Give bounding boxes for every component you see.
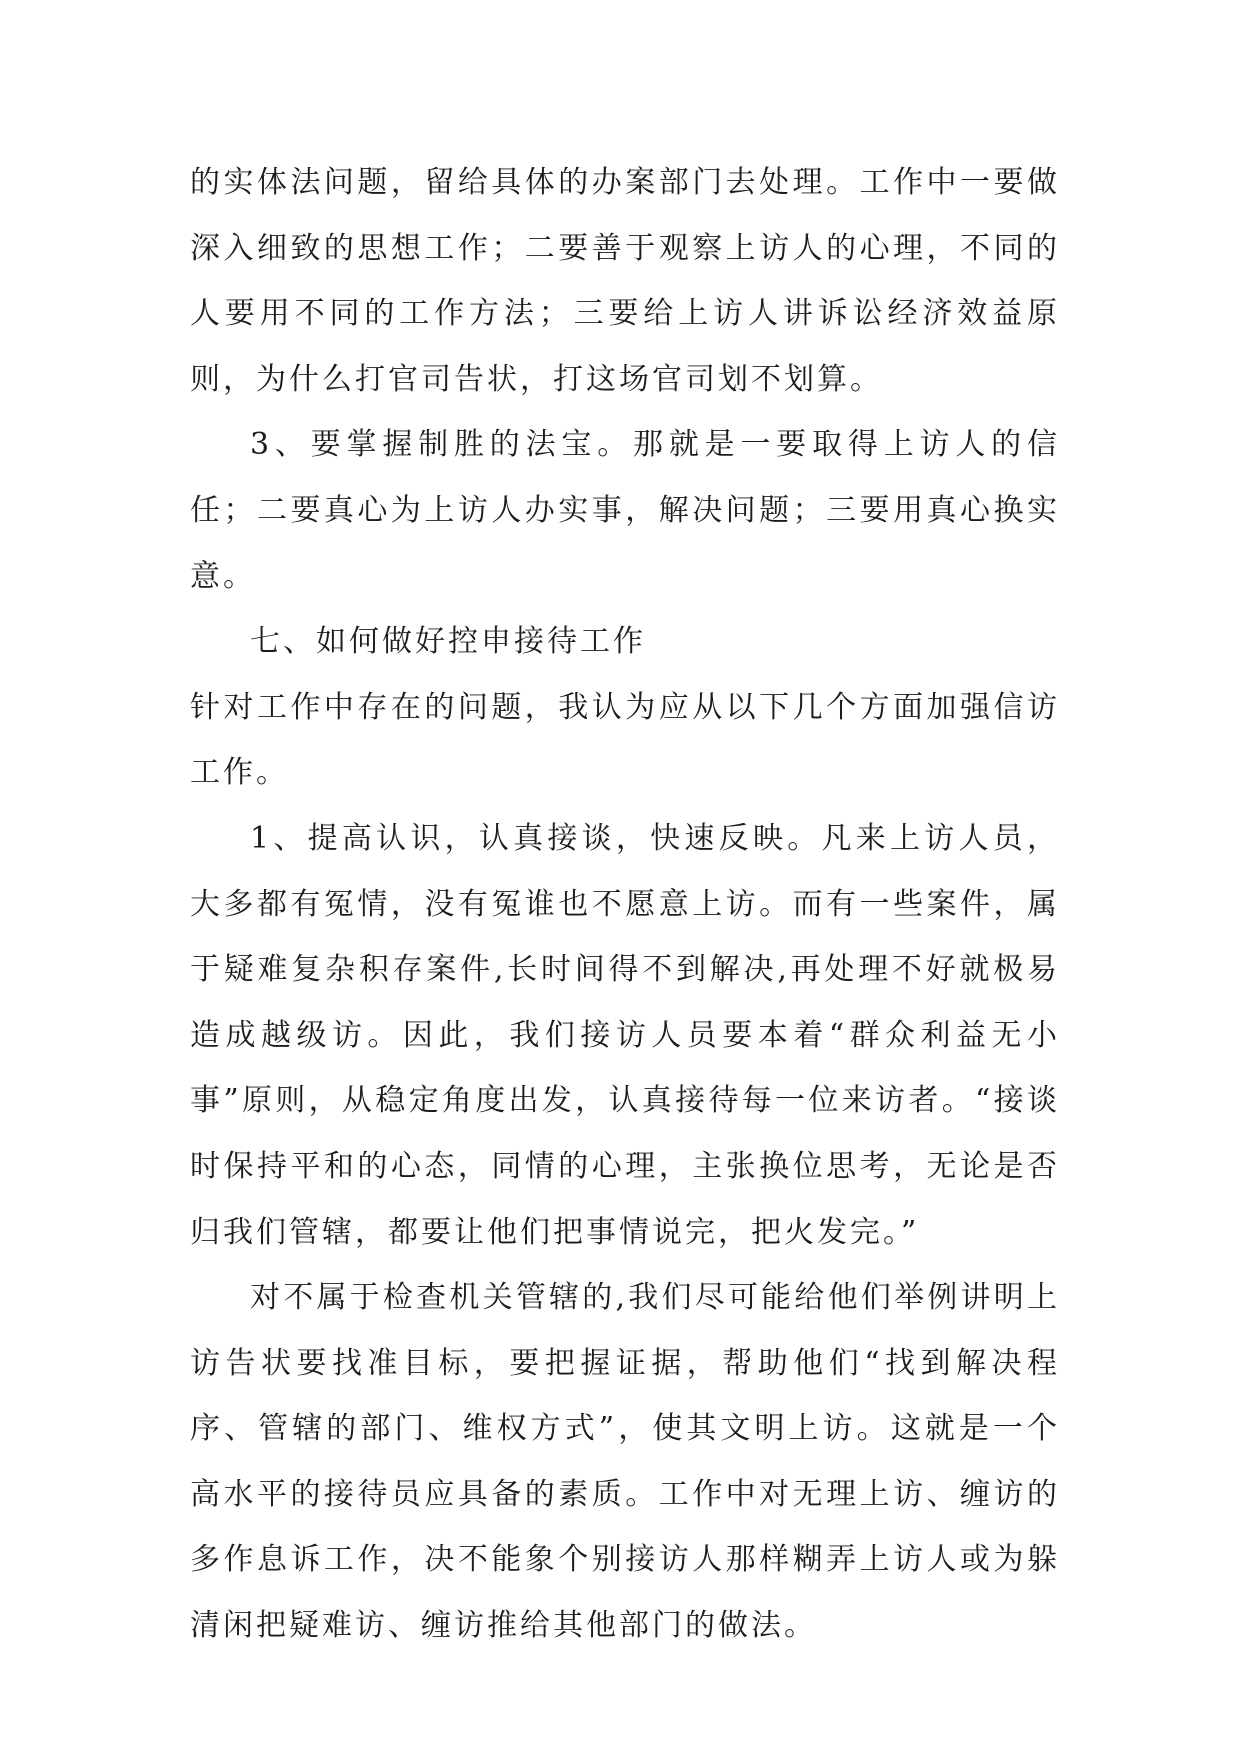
paragraph-point-3: 3、要掌握制胜的法宝。那就是一要取得上访人的信任；二要真心为上访人办实事，解决问题；三要用真心换实意。	[190, 427, 1060, 594]
paragraph-point-1: 1、提高认识，认真接谈，快速反映。凡来上访人员，大多都有冤情，没有冤谁也不愿意上访。而有一些案件，属于疑难复杂积存案件,长时间得不到解决,再处理不好就极易造成越级访。因此，我们接访人员要本着“群众利益无小事”原则，从稳定角度出发，认真接待每一位来访者。“接谈时保持平和的心态，同情的心理，主张换位思考，无论是否归我们管辖，都要让他们把事情说完，把火发完。”	[190, 820, 1060, 1250]
paragraph-continuation: 的实体法问题，留给具体的办案部门去处理。工作中一要做深入细致的思想工作；二要善于观察上访人的心理，不同的人要用不同的工作方法；三要给上访人讲诉讼经济效益原则，为什么打官司告状，打这场官司划不划算。	[190, 165, 1060, 397]
paragraph-jurisdiction: 对不属于检查机关管辖的,我们尽可能给他们举例讲明上访告状要找准目标，要把握证据，帮助他们“找到解决程序、管辖的部门、维权方式”，使其文明上访。这就是一个高水平的接待员应具备的素质。工作中对无理上访、缠访的多作息诉工作，决不能象个别接访人那样糊弄上访人或为躲清闲把疑难访、缠访推给其他部门的做法。	[190, 1280, 1060, 1644]
document-body	[190, 150, 1060, 1659]
section-heading-7: 七、如何做好控申接待工作	[250, 624, 646, 660]
paragraph-intro: 针对工作中存在的问题，我认为应从以下几个方面加强信访工作。	[190, 689, 1060, 791]
